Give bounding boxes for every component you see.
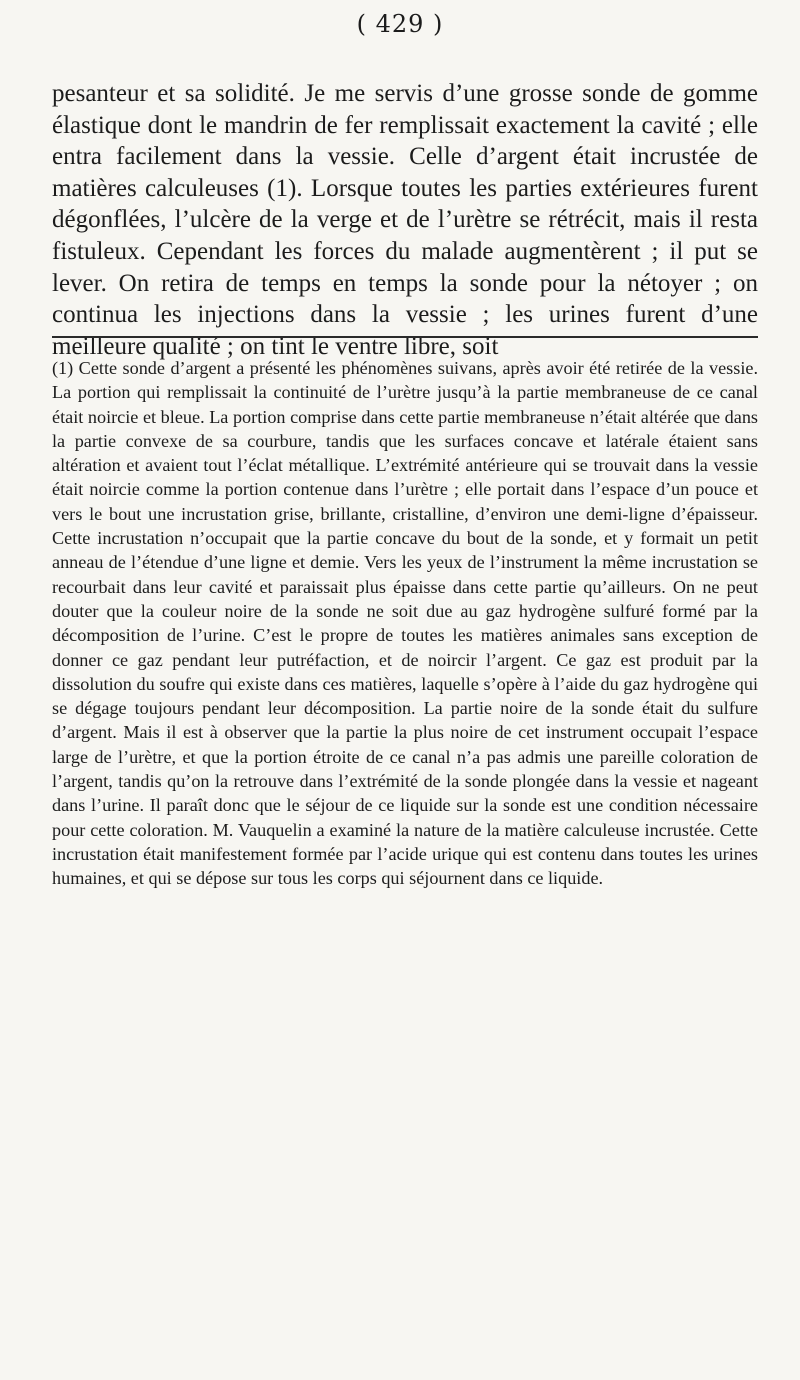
main-text: pesanteur et sa solidité. Je me servis d’une grosse sonde de gomme élastique dont le mandrin de fer remplissait exactement la cavité ; elle entra facilement dans la vessie. Celle d’argent était incrustée de matières calculeuses (1). Lorsque toutes les parties extérieures furent dégonflées, l’ulcère de la verge et de l’urètre se rétrécit, mais il resta fistuleux. Cependant les forces du malade augmentèrent ; il put se lever. On retira de temps en temps la sonde pour la nétoyer ; on continua les injections dans la vessie ; les urines furent d’une meilleure qualité ; on tint le ventre libre, soit xyxy=(52,80,758,360)
page-number: ( 429 ) xyxy=(356,10,444,38)
footnote: (1) Cette sonde d’argent a présenté les phénomènes suivans, après avoir été retirée de la vessie. La portion qui remplissait la continuité de l’urètre jusqu’à la partie membraneuse de ce canal était noircie et bleue. La portion comprise dans cette partie membraneuse n’était altérée que dans la partie convexe de sa courbure, tandis que les surfaces concave et latérale étaient sans altération et avaient tout l’éclat métallique. L’extrémité antérieure qui se trouvait dans la vessie était noircie comme la portion contenue dans l’urètre ; elle portait dans l’espace d’un pouce et vers le bout une incrustation grise, brillante, cristalline, d’environ une demi-ligne d’épaisseur. Cette incrustation n’occupait que la partie concave du bout de la sonde, et y formait un petit anneau de l’étendue d’une ligne et demie. Vers les yeux de l’instrument la même incrustation se recourbait dans leur cavité et paraissait plus épaisse dans cette partie qu’ailleurs. On ne peut douter que la couleur noire de la sonde ne soit due au gaz hydrogène sulfuré formé par la décomposition de l’urine. C’est le propre de toutes les matières animales sans exception de donner ce gaz pendant leur putréfaction, et de noircir l’argent. Ce gaz est produit par la dissolution du soufre qui existe dans ces matières, laquelle s’opère à l’aide du gaz hydrogène qui se dégage toujours pendant leur décomposition. La partie noire de la sonde était du sulfure d’argent. Mais il est à observer que la partie la plus noire de cet instrument occupait l’espace large de l’urètre, et que la portion étroite de ce canal n’a pas admis une pareille coloration de l’argent, tandis qu’on la retrouve dans l’extrémité de la sonde plongée dans la vessie et nageant dans l’urine. Il paraît donc que le séjour de ce liquide sur la sonde est une condition nécessaire pour cette coloration. M. Vauquelin a examiné la nature de la matière calculeuse incrustée. Cette incrustation était manifestement formée par l’acide urique qui est contenu dans toutes les urines humaines, et qui se dépose sur tous les corps qui séjournent dans ce liquide. xyxy=(52,358,758,889)
footnote-separator xyxy=(52,336,758,338)
